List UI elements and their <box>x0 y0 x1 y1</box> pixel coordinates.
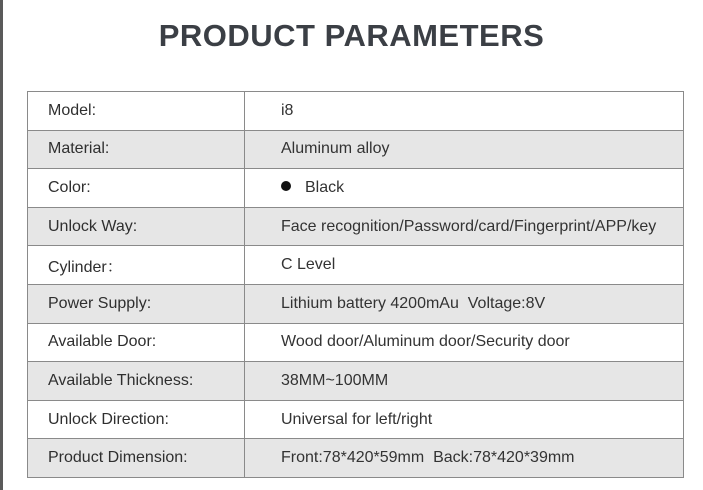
table-row <box>28 92 684 131</box>
row-value: Front:78*420*59mm Back:78*420*39mm <box>245 439 684 478</box>
table-row <box>28 400 684 439</box>
table-row <box>28 207 684 246</box>
row-label: Product Dimension: <box>28 439 245 478</box>
row-label: Model: <box>28 92 245 131</box>
row-value: Wood door/Aluminum door/Security door <box>245 323 684 362</box>
row-label: Cylinder： <box>28 246 245 285</box>
page-title: PRODUCT PARAMETERS <box>158 18 545 53</box>
row-value: C Level <box>245 246 684 285</box>
row-label: Unlock Way: <box>28 207 245 246</box>
row-label: Available Thickness: <box>28 362 245 401</box>
row-value: Face recognition/Password/card/Fingerprint/APP/key <box>245 207 684 246</box>
color-swatch-icon <box>281 181 291 191</box>
row-label: Color: <box>28 169 245 208</box>
row-value: Aluminum alloy <box>245 130 684 169</box>
table-row <box>28 284 684 323</box>
table-row <box>28 323 684 362</box>
row-label: Power Supply: <box>28 284 245 323</box>
row-value: Universal for left/right <box>245 400 684 439</box>
table-row <box>28 439 684 478</box>
row-label: Unlock Direction: <box>28 400 245 439</box>
row-value: 38MM~100MM <box>245 362 684 401</box>
table-row <box>28 130 684 169</box>
row-value: Lithium battery 4200mAu Voltage:8V <box>245 284 684 323</box>
row-label: Material: <box>28 130 245 169</box>
table-row <box>28 362 684 401</box>
table-row <box>28 169 684 208</box>
table-row <box>28 246 684 285</box>
left-border-line <box>0 0 3 490</box>
row-value-color <box>245 169 684 208</box>
color-value: Black <box>305 178 345 196</box>
row-value: i8 <box>245 92 684 131</box>
row-label: Available Door: <box>28 323 245 362</box>
parameters-table <box>27 91 684 478</box>
